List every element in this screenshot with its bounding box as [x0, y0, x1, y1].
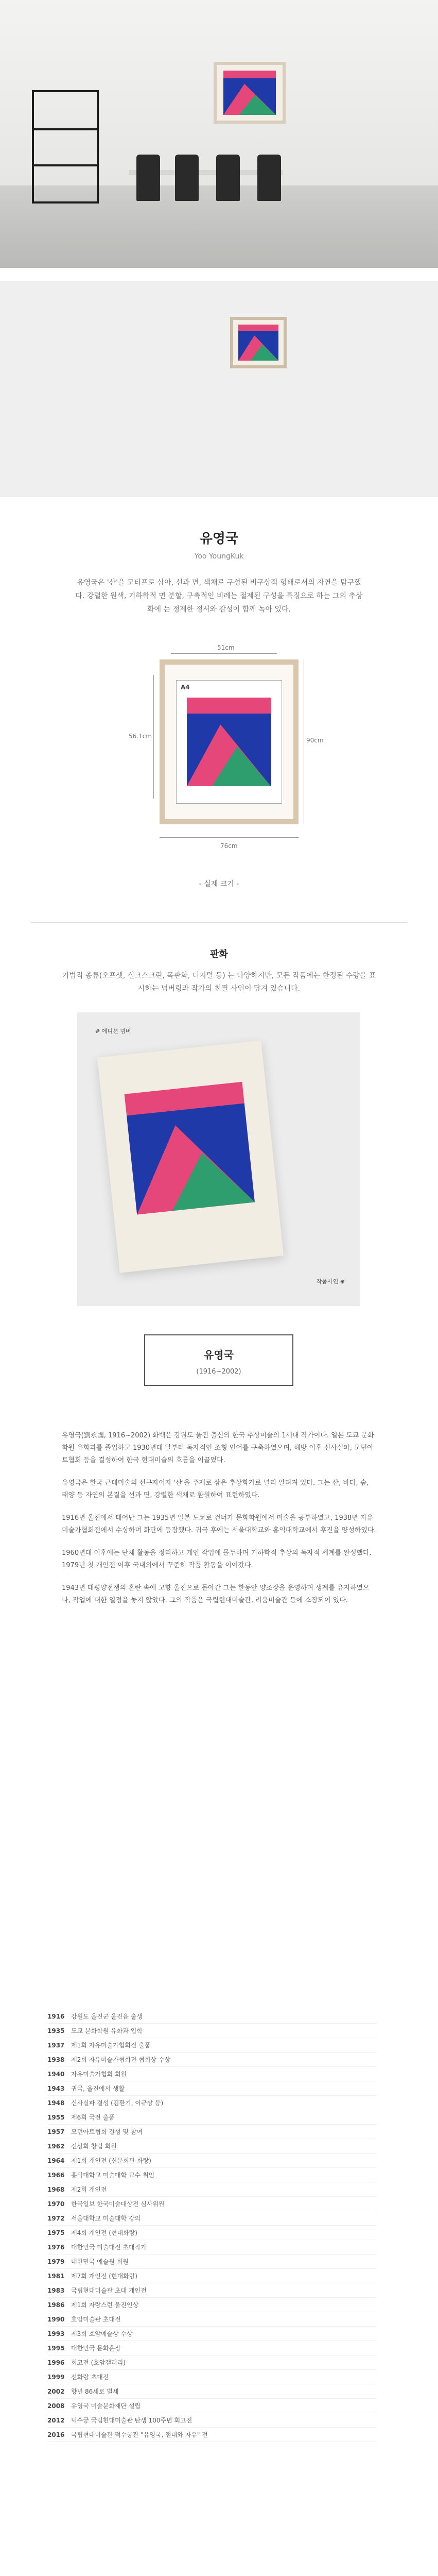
career-year: 2008 [47, 2402, 65, 2410]
career-year: 1975 [47, 2229, 65, 2236]
artist-section [0, 528, 438, 616]
career-row [47, 2283, 377, 2298]
career-text: 제6회 국전 출품 [71, 2114, 115, 2121]
artwork [238, 325, 278, 361]
paper-outline [176, 680, 282, 804]
career-text: 대한민국 미술대전 초대작가 [71, 2244, 147, 2251]
career-year: 1972 [47, 2214, 65, 2222]
career-row [47, 2384, 377, 2399]
frame-detail-image [0, 281, 438, 497]
career-text: 대한민국 예술원 회원 [71, 2258, 129, 2265]
mountain-shape [238, 332, 278, 361]
bookshelf [32, 90, 99, 204]
chair [136, 155, 160, 201]
artwork-frame [230, 317, 287, 368]
signature-tag: 작품사인 ⊕ [316, 1278, 345, 1285]
mountain-shape [187, 716, 271, 786]
print-title: 판화 [210, 949, 228, 960]
bio-paragraph: 1960년대 이후에는 단체 활동을 정리하고 개인 작업에 몰두하며 기하학적 추상의 독자적 세계를 완성했다. 1979년 첫 개인전 이후 국내외에서 꾸준히 작품 활동을 이어갔다. [62, 1549, 372, 1569]
career-row [47, 2081, 377, 2096]
career-year: 1948 [47, 2099, 65, 2107]
mountain-shape [223, 79, 276, 115]
career-year: 1966 [47, 2171, 65, 2179]
size-diagram [129, 639, 324, 860]
career-row [47, 2096, 377, 2110]
career-text: 선화랑 초대전 [71, 2374, 109, 2381]
career-text: 제7회 개인전 (현대화랑) [71, 2273, 137, 2280]
career-text: 제2회 자유미술가협회전 협회상 수상 [71, 2056, 170, 2063]
career-row [47, 2226, 377, 2240]
career-row [47, 2413, 377, 2428]
career-row [47, 2024, 377, 2038]
artist-intro: 유영국은 '산'을 모티프로 삼아, 선과 면, 색채로 구성된 비구상적 형태로서의 자연을 탐구했다. 강렬한 원색, 기하학적 면 분할, 구축적인 비례는 절제된 구성을 특징으로 하는 그의 추상화에 는 정제한 정서와 감성이 함께 녹아 있다. [75, 579, 363, 614]
print-description: 기법적 종류(오프셋, 실크스크린, 목판화, 디지털 등) 는 다양하지만, 모든 작품에는 한정된 수량을 표시하는 넘버링과 작가의 친필 사인이 담겨 있습니다. [62, 972, 376, 993]
career-year: 2016 [47, 2431, 65, 2438]
career-year: 1964 [47, 2157, 65, 2164]
career-row [47, 2009, 377, 2024]
career-year: 1990 [47, 2315, 65, 2323]
career-row [47, 2067, 377, 2081]
career-year: 1938 [47, 2056, 65, 2063]
frame-outline [160, 659, 299, 824]
career-text: 신상회 창립 회원 [71, 2143, 117, 2150]
career-year: 1976 [47, 2243, 65, 2251]
career-text: 유영국 미술문화재단 설립 [71, 2402, 141, 2410]
career-row [47, 2240, 377, 2255]
bio-paragraph: 유영국은 한국 근대미술의 선구자이자 '산'을 주제로 삼은 추상화가로 널리 알려져 있다. 그는 산, 바다, 숲, 태양 등 자연의 본질을 선과 면, 강렬한 색채로 환원하여 표현하였다. [62, 1479, 369, 1499]
career-year: 1970 [47, 2200, 65, 2208]
career-year: 1993 [47, 2330, 65, 2337]
career-row [47, 2182, 377, 2197]
career-text: 서울대학교 미술대학 강의 [71, 2215, 141, 2222]
artwork [187, 698, 271, 786]
artwork [223, 71, 276, 115]
career-text: 귀국, 울진에서 생활 [71, 2085, 125, 2092]
career-year: 1995 [47, 2344, 65, 2352]
career-row [47, 2154, 377, 2168]
artist-name: 유영국 [199, 531, 239, 547]
career-row [47, 2038, 377, 2053]
frame-height-label: 90cm [306, 737, 324, 744]
career-year: 1962 [47, 2142, 65, 2150]
career-row [47, 2370, 377, 2384]
bio-years: (1916~2002) [196, 1368, 241, 1376]
career-row [47, 2139, 377, 2154]
career-year: 1979 [47, 2258, 65, 2265]
print-sheet [97, 1040, 284, 1273]
bio-title-box [144, 1334, 293, 1386]
bio-paragraph: 유영국(劉永國, 1916~2002) 화백은 강원도 울진 출신의 한국 추상미술의 1세대 작가이다. 일본 도쿄 문화학원 유화과를 졸업하고 1930년대 말부터 독자적인 조형 언어를 구축하였으며, 해방 이후 신사실파, 모던아트협회 등을 결성하여 한국 현대미술의 흐름을 이끌었다. [62, 1432, 374, 1464]
career-text: 덕수궁 국립현대미술관 탄생 100주년 회고전 [71, 2417, 192, 2424]
career-text: 도쿄 문화학원 유화과 입학 [71, 2027, 143, 2035]
career-row [47, 2211, 377, 2226]
career-year: 1981 [47, 2272, 65, 2280]
career-text: 제4회 개인전 (현대화랑) [71, 2229, 137, 2236]
career-year: 1916 [47, 2012, 65, 2020]
career-row [47, 2327, 377, 2341]
career-year: 1955 [47, 2113, 65, 2121]
artwork [124, 1081, 255, 1214]
career-year: 1999 [47, 2373, 65, 2381]
career-row [47, 2269, 377, 2283]
paper-size-label: A4 [181, 684, 190, 691]
career-text: 자유미술가협회 회원 [71, 2071, 127, 2078]
career-text: 향년 86세로 별세 [71, 2388, 119, 2395]
bio-text [62, 1430, 377, 1617]
size-caption: - 실제 크기 - [199, 880, 239, 888]
career-text: 홍익대학교 미술대학 교수 취임 [71, 2172, 155, 2179]
career-text: 강원도 울진군 울진읍 출생 [71, 2013, 143, 2020]
career-text: 제1회 개인전 (신문회관 화랑) [71, 2157, 151, 2164]
career-year: 1968 [47, 2185, 65, 2193]
career-text: 제3회 호암예술상 수상 [71, 2330, 133, 2337]
career-year: 1935 [47, 2027, 65, 2035]
career-row [47, 2197, 377, 2211]
bio-name: 유영국 [204, 1349, 234, 1361]
print-section [0, 947, 438, 995]
chair [175, 155, 199, 201]
career-text: 제1회 자랑스런 울진인상 [71, 2301, 139, 2309]
artwork-frame [214, 62, 286, 124]
mountain-shape [127, 1106, 255, 1214]
career-row [47, 2125, 377, 2139]
career-text: 제1회 자유미술가협회전 출품 [71, 2042, 151, 2049]
bio-paragraph: 1943년 태평양전쟁의 혼란 속에 고향 울진으로 돌아간 그는 한동안 양조장을 운영하며 생계를 유지하였으나, 작업에 대한 열정을 놓지 않았다. 그의 작품은 국립현대미술관, 리움미술관 등에 소장되어 있다. [62, 1584, 370, 1604]
artist-name-en: Yoo YoungKuk [194, 552, 244, 561]
career-row [47, 2168, 377, 2182]
career-text: 대한민국 문화훈장 [71, 2345, 121, 2352]
chair [216, 155, 240, 201]
career-row [47, 2255, 377, 2269]
width-label: 51cm [217, 644, 235, 651]
career-row [47, 2399, 377, 2413]
career-row [47, 2110, 377, 2125]
career-text: 신사실파 결성 (김환기, 이규상 등) [71, 2099, 164, 2107]
career-year: 1940 [47, 2070, 65, 2078]
edition-number-tag: # 에디션 넘버 [95, 1028, 131, 1035]
career-year: 1996 [47, 2359, 65, 2366]
career-year: 1986 [47, 2301, 65, 2309]
career-year: 2002 [47, 2387, 65, 2395]
print-photo [77, 1012, 360, 1306]
career-text: 호암미술관 초대전 [71, 2316, 121, 2323]
career-row [47, 2298, 377, 2312]
career-text: 모던아트협회 결성 및 참여 [71, 2128, 143, 2136]
career-year: 1937 [47, 2041, 65, 2049]
career-text: 한국일보 한국미술대상전 심사위원 [71, 2200, 165, 2208]
career-row [47, 2341, 377, 2355]
career-year: 1943 [47, 2084, 65, 2092]
career-text: 회고전 (호암갤러리) [71, 2359, 126, 2366]
career-row [47, 2355, 377, 2370]
career-year: 1983 [47, 2286, 65, 2294]
career-row [47, 2053, 377, 2067]
career-text: 국립현대미술관 덕수궁관 "유영국, 절대와 자유" 전 [71, 2431, 208, 2438]
bio-paragraph: 1916년 울진에서 태어난 그는 1935년 일본 도쿄로 건너가 문화학원에서 미술을 공부하였고, 1938년 자유미술가협회전에서 수상하며 화단에 등장했다. 귀국 후에는 서울대학교와 홍익대학교에서 후진을 양성하였다. [62, 1514, 376, 1534]
career-text: 국립현대미술관 초대 개인전 [71, 2287, 147, 2294]
frame-width-label: 76cm [220, 842, 238, 850]
chair [257, 155, 281, 201]
career-row [47, 2428, 377, 2442]
hero-room-image [0, 0, 438, 268]
career-row [47, 2312, 377, 2327]
career-list [47, 2009, 377, 2442]
career-year: 1957 [47, 2128, 65, 2136]
height-label: 56.1cm [129, 733, 152, 740]
divider [31, 922, 407, 923]
career-text: 제2회 개인전 [71, 2186, 107, 2193]
career-year: 2012 [47, 2416, 65, 2424]
